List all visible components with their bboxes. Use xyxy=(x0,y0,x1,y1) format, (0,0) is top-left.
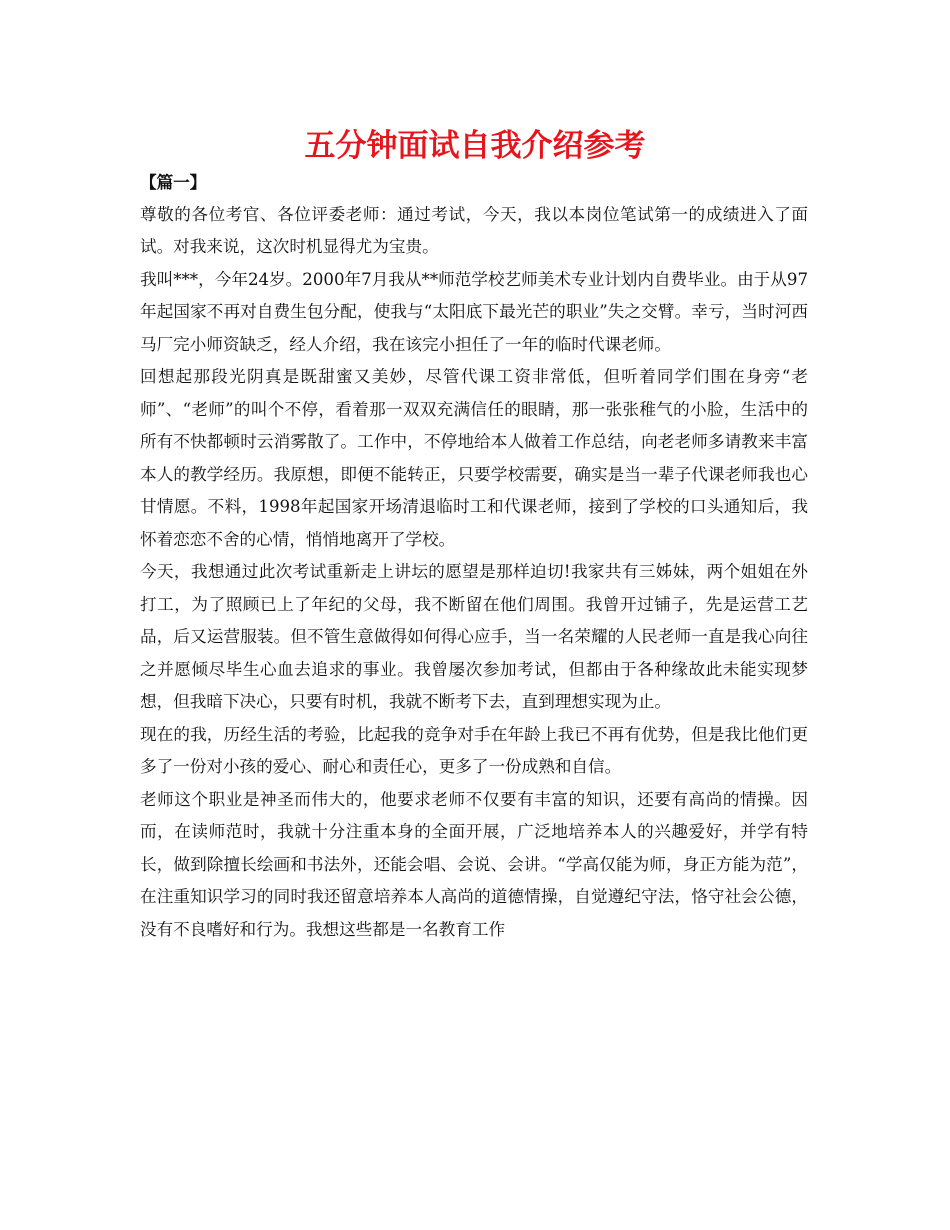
paragraph-greeting: 尊敬的各位考官、各位评委老师：通过考试，今天，我以本岗位笔试第一的成绩进入了面试。对我来说，这次时机显得尤为宝贵。 xyxy=(140,204,808,256)
page-title: 五分钟面试自我介绍参考 xyxy=(304,128,646,164)
section-label: 【篇一】 xyxy=(140,172,207,192)
paragraph-current-self: 现在的我，历经生活的考验，比起我的竞争对手在年龄上我已不再有优势，但是我比他们更多了一份对小孩的爱心、耐心和责任心，更多了一份成熟和自信。 xyxy=(140,724,808,776)
paragraph-teacher-profession: 老师这个职业是神圣而伟大的，他要求老师不仅要有丰富的知识，还要有高尚的情操。因而，在读师范时，我就十分注重本身的全面开展，广泛地培养本人的兴趣爱好，并学有特长，做到除擅长绘画和书法外，还能会唱、会说、会讲。“学高仅能为师，身正方能为范”，在注重知识学习的同时我还留意培养本人高尚的道德情操，自觉遵纪守法，恪守社会公德，没有不良嗜好和行为。我想这些都是一名教育工作 xyxy=(140,789,808,939)
paragraph-background: 我叫***，今年24岁。2000年7月我从**师范学校艺师美术专业计划内自费毕业。由于从97年起国家不再对自费生包分配，使我与“太阳底下最光芒的职业”失之交臂。幸亏，当时河西马厂完小师资缺乏，经人介绍，我在该完小担任了一年的临时代课老师。 xyxy=(140,269,808,354)
document-body xyxy=(140,166,808,946)
paragraph-aspiration: 今天，我想通过此次考试重新走上讲坛的愿望是那样迫切!我家共有三姊妹，两个姐姐在外打工，为了照顾已上了年纪的父母，我不断留在他们周围。我曾开过铺子，先是运营工艺品，后又运营服装。但不管生意做得如何得心应手，当一名荣耀的人民老师一直是我心向往之并愿倾尽毕生心血去追求的事业。我曾屡次参加考试，但都由于各种缘故此未能实现梦想，但我暗下决心，只要有时机，我就不断考下去，直到理想实现为止。 xyxy=(140,562,808,711)
paragraph-teaching-memory: 回想起那段光阴真是既甜蜜又美妙，尽管代课工资非常低，但听着同学们围在身旁“老师”、“老师”的叫个不停，看着那一双双充满信任的眼睛，那一张张稚气的小脸，生活中的所有不快都顿时云消雾散了。工作中，不停地给本人做着工作总结，向老老师多请教来丰富本人的教学经历。我原想，即便不能转正，只要学校需要，确实是当一辈子代课老师我也心甘情愿。不料，1998年起国家开场清退临时工和代课老师，接到了学校的口头通知后，我怀着恋恋不舍的心情，悄悄地离开了学校。 xyxy=(140,367,808,549)
